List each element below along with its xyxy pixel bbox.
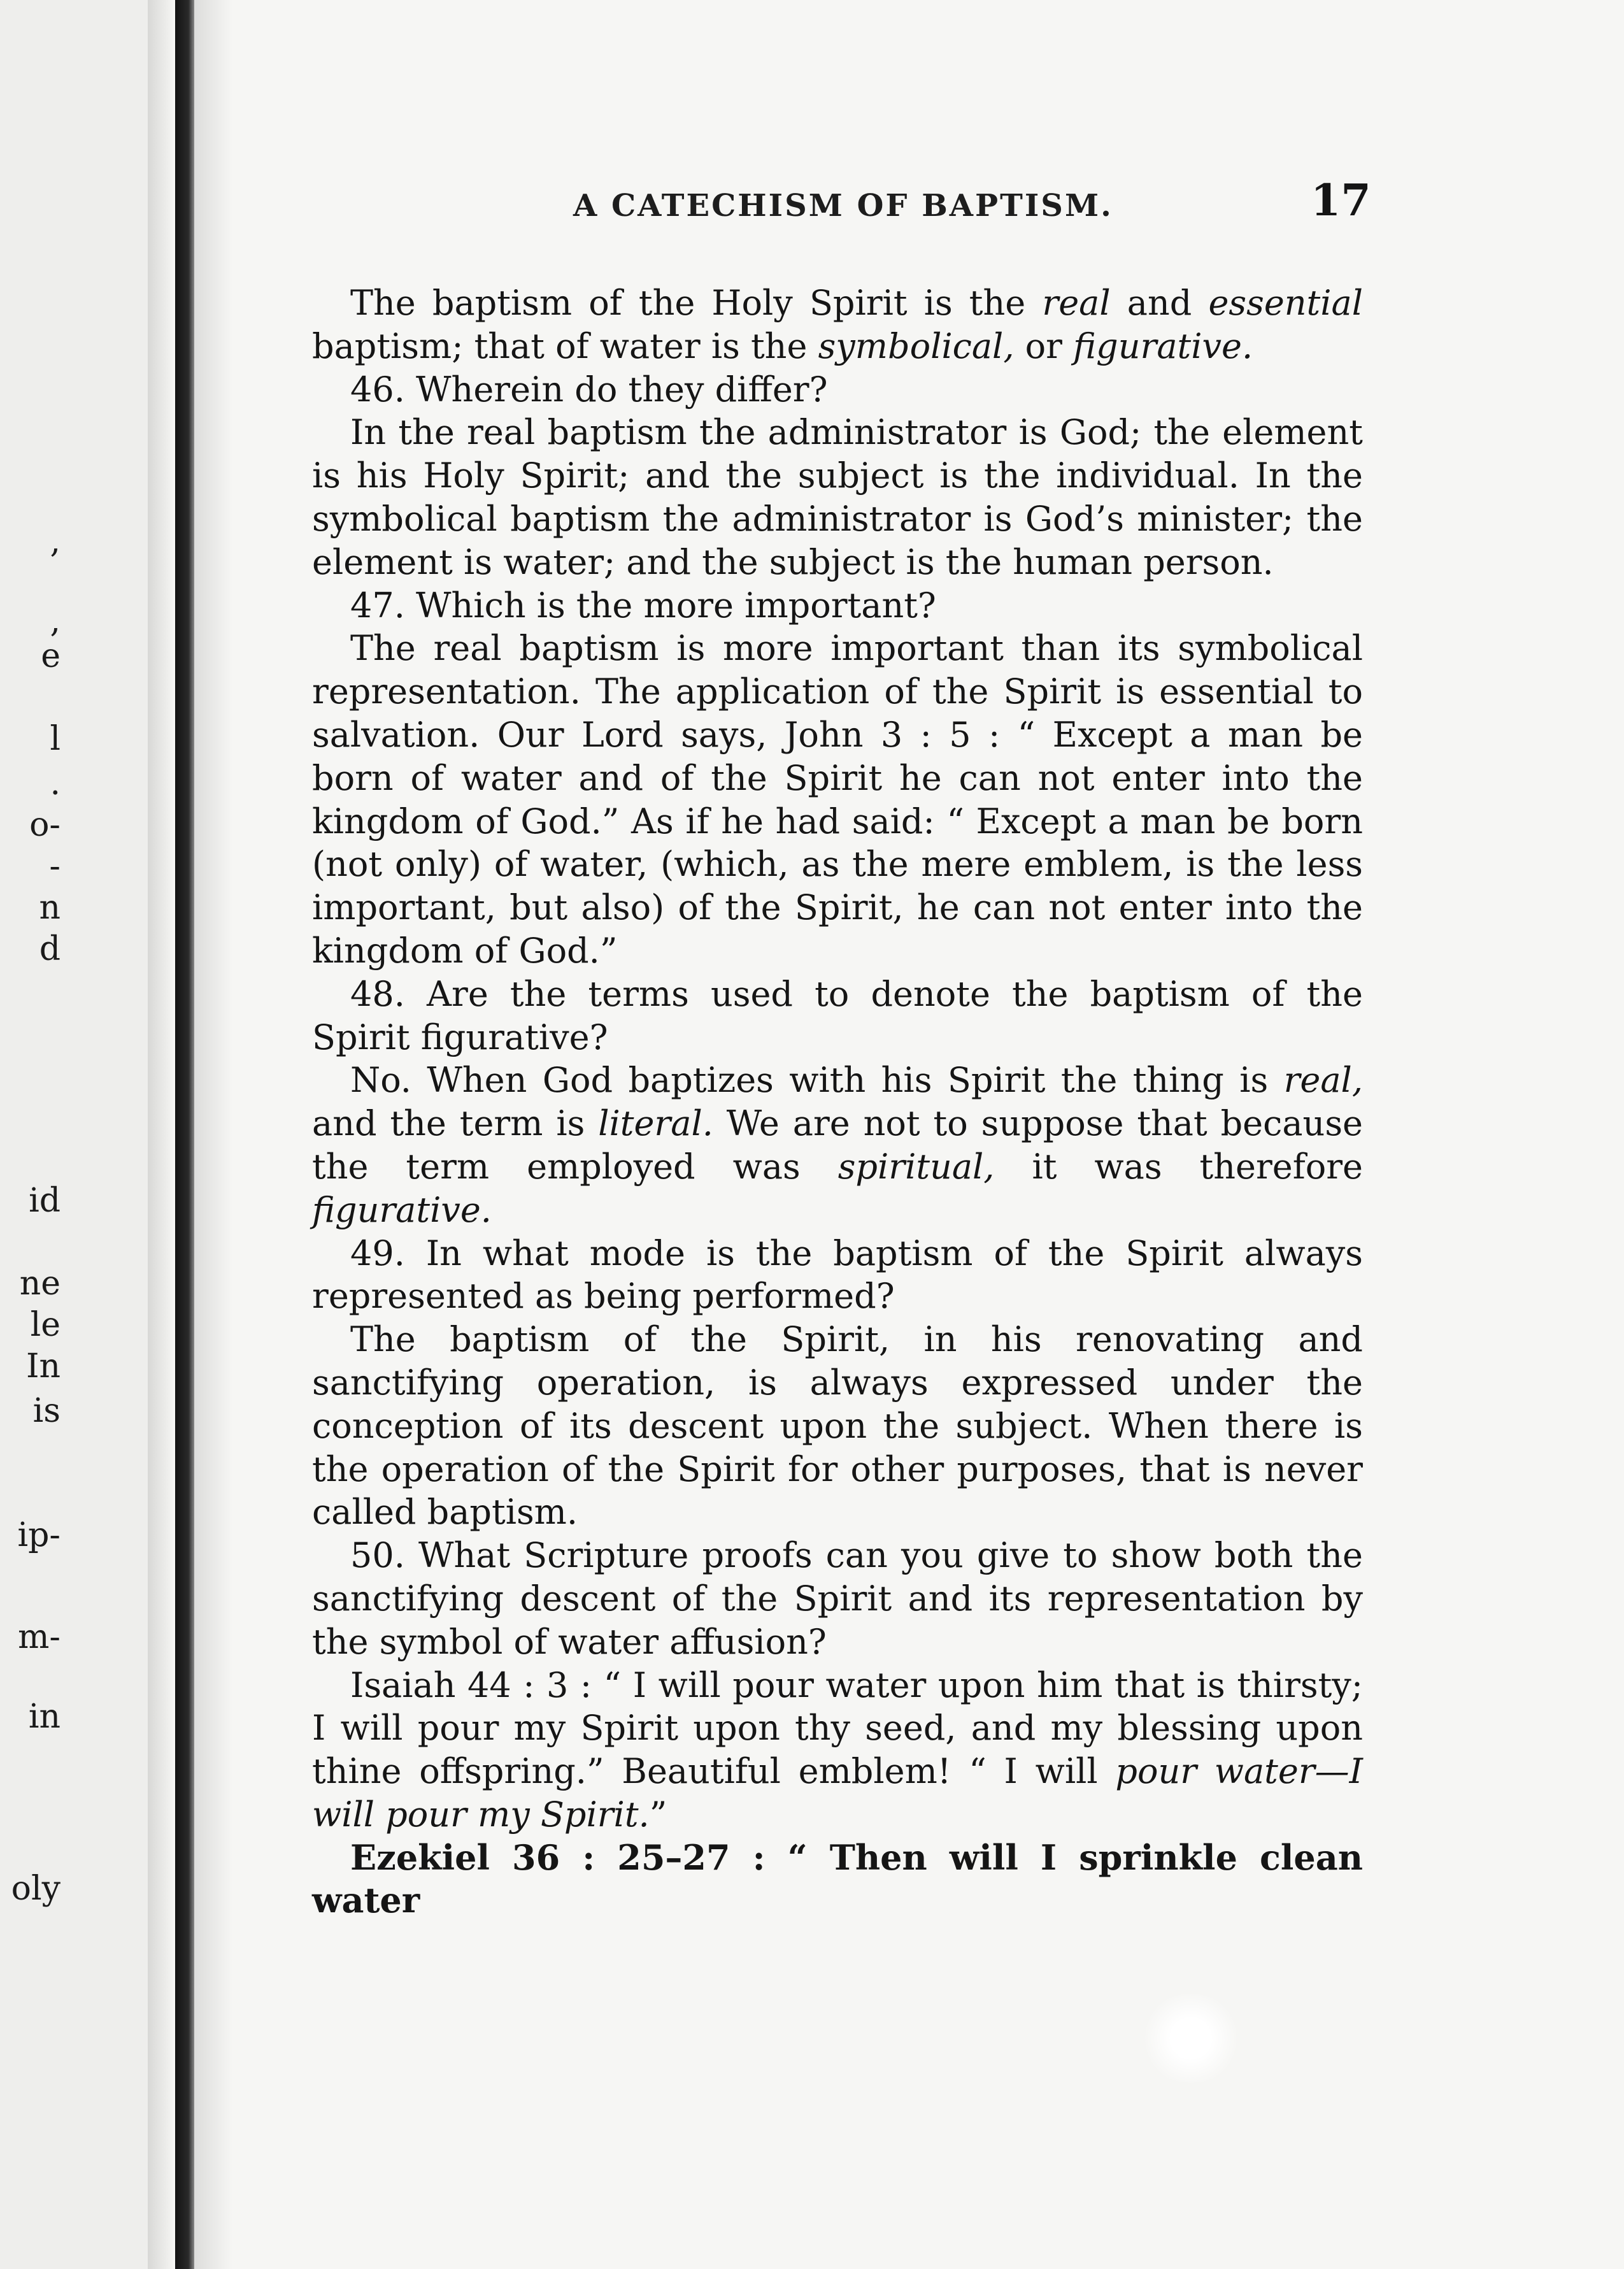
italic-run: real — [1042, 283, 1111, 323]
facing-fragment: id — [29, 1182, 61, 1220]
text-run: No. When God baptizes with his Spirit the thing is — [350, 1060, 1284, 1101]
facing-fragment: e — [41, 637, 61, 675]
facing-fragment: , — [50, 602, 61, 640]
gutter-shadow — [194, 0, 232, 2269]
facing-fragment: . — [50, 764, 61, 803]
facing-fragment: , — [50, 522, 61, 561]
text-run: it was therefore — [994, 1146, 1363, 1187]
facing-fragment: m- — [18, 1618, 61, 1656]
italic-run: literal. — [598, 1103, 713, 1144]
italic-run: essential — [1208, 283, 1363, 323]
italic-run: pour water—I will pour my Spirit. — [312, 1751, 1363, 1835]
answer-50-isaiah — [312, 1664, 1363, 1836]
text-run: and — [1110, 283, 1209, 323]
facing-fragment: ne — [19, 1264, 61, 1303]
paragraph-baptism-definition — [312, 282, 1363, 368]
italic-run: figurative. — [312, 1189, 492, 1230]
page-body — [312, 282, 1363, 1922]
page-number: 17 — [1311, 175, 1371, 226]
facing-fragment: le — [30, 1306, 61, 1344]
facing-fragment: oly — [11, 1870, 61, 1908]
facing-fragment: l — [50, 720, 61, 758]
facing-fragment: - — [49, 847, 61, 885]
question-48: 48. Are the terms used to denote the baptism of the Spirit figurative? — [312, 973, 1363, 1057]
paper-stain — [1140, 1994, 1242, 2083]
text-run: The baptism of the Holy Spirit is the — [350, 283, 1043, 323]
facing-fragment: in — [28, 1698, 61, 1736]
text-run: We are not to suppose that because the term employed was — [312, 1103, 1363, 1187]
text-run: Isaiah 44 : 3 : “ I will pour water upon him that is thirsty; I will pour my Spirit upon thy seed, and my blessing upon thine offspring.” Beautiful emblem! “ I will — [312, 1664, 1363, 1792]
answer-46: In the real baptism the administrator is God; the element is his Holy Spirit; and the subject is the individual. In the symbolical baptism the administrator is God’s minister; the element is water; and the subject is the human person. — [312, 412, 1363, 582]
facing-page-edge — [148, 0, 173, 2269]
text-run: or — [1014, 326, 1074, 366]
book-gutter — [175, 0, 194, 2269]
answer-49: The baptism of the Spirit, in his renovating and sanctifying operation, is always expressed under the conception of its descent upon the subject. When there is the operation of the Spirit for other purposes, that is never called baptism. — [312, 1319, 1363, 1533]
answer-47: The real baptism is more important than its symbolical representation. The application of the Spirit is essential to salvation. Our Lord says, John 3 : 5 : “ Except a man be born of water and of the Spirit he can not enter into the kingdom of God.” As if he had said: “ Except a man be born (not only) of water, (which, as the mere emblem, is the less important, but also) of the Spirit, he can not enter into the kingdom of God.” — [312, 628, 1363, 971]
facing-fragment: ip- — [17, 1516, 61, 1554]
facing-fragment: In — [25, 1347, 61, 1385]
facing-fragment: d — [39, 930, 61, 968]
facing-fragment: is — [32, 1392, 61, 1430]
text-run: baptism; that of water is the — [312, 326, 818, 366]
italic-run: figurative. — [1073, 326, 1253, 366]
answer-48 — [312, 1059, 1363, 1231]
question-50: 50. What Scripture proofs can you give to show both the sanctifying descent of the Spirit and its representation by the symbol of water affusion? — [312, 1535, 1363, 1662]
running-head: A CATECHISM OF BAPTISM. — [573, 188, 1113, 224]
facing-fragment: o- — [29, 806, 61, 844]
question-49: 49. In what mode is the baptism of the Spirit always represented as being performed? — [312, 1233, 1363, 1317]
question-47: 47. Which is the more important? — [350, 585, 936, 626]
text-run: and the term is — [312, 1103, 599, 1144]
text-run: ” — [649, 1794, 667, 1835]
facing-page — [0, 0, 159, 2269]
italic-run: spiritual, — [837, 1146, 995, 1187]
answer-50-ezekiel: Ezekiel 36 : 25–27 : “ Then will I sprinkle clean water — [312, 1836, 1363, 1921]
italic-run: real, — [1283, 1060, 1363, 1101]
italic-run: symbolical, — [818, 326, 1015, 366]
question-46: 46. Wherein do they differ? — [350, 369, 828, 410]
facing-fragment: n — [39, 889, 61, 927]
